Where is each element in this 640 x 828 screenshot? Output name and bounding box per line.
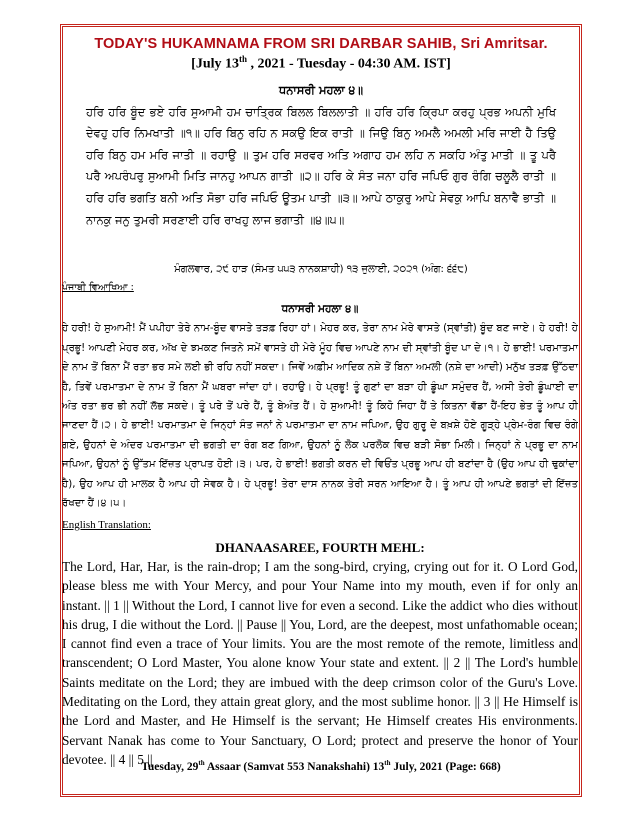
punjabi-dateline: ਮੰਗਲਵਾਰ, ੨੯ ਹਾੜ (ਸੰਮਤ ੫੫੩ ਨਾਨਕਸ਼ਾਹੀ) ੧੩ ਜੁਲਾਈ, ੨੦੨੧ (ਅੰਗ: ੬੬੮) (174, 264, 468, 275)
vyakhya-label: ਪੰਜਾਬੀ ਵਿਆਖਿਆ : (62, 282, 134, 293)
footer-date (60, 759, 582, 773)
footer-sup1: th (198, 759, 205, 767)
gurbani-heading: ਧਨਾਸਰੀ ਮਹਲਾ ੪॥ (278, 83, 364, 97)
vyakhya-text: ਹੇ ਹਰੀ! ਹੇ ਸੁਆਮੀ! ਮੈਂ ਪਪੀਹਾ ਤੇਰੇ ਨਾਮ-ਬੂੰਦ ਵਾਸਤੇ ਤੜਫ਼ ਰਿਹਾ ਹਾਂ। ਮੇਹਰ ਕਰ, ਤੇਰਾ ਨਾਮ ਮੇਰੇ ਵਾਸਤੇ (ਸ੍ਵਾਂਤੀ) ਬੂੰਦ ਬਣ ਜਾਏ। ਹੇ ਹਰੀ! ਹੇ ਪ੍ਰਭੂ! ਆਪਣੀ ਮੇਹਰ ਕਰ, ਅੱਖ ਦੇ ਝਮਕਣ ਜਿਤਨੇ ਸਮੇਂ ਵਾਸਤੇ ਹੀ ਮੇਰੇ ਮੂੰਹ ਵਿਚ ਆਪਣੇ ਨਾਮ ਦੀ ਸ੍ਵਾਂਤੀ ਬੂੰਦ ਪਾ ਦੇ।੧। ਹੇ ਭਾਈ! ਪਰਮਾਤਮਾ ਦੇ ਨਾਮ ਤੋਂ ਬਿਨਾ ਮੈਂ ਰਤਾ ਭਰ ਸਮੇ ਲਈ ਭੀ ਰਹਿ ਨਹੀਂ ਸਕਦਾ। ਜਿਵੇਂ ਅਫ਼ੀਮ ਆਦਿਕ ਨਸ਼ੇ ਤੋਂ ਬਿਨਾ ਅਮਲੀ (ਨਸ਼ੇ ਦਾ ਆਦੀ) ਮਨੁੱਖ ਤੜਫ਼ ਉੱਠਦਾ ਹੈ, ਤਿਵੇਂ ਪਰਮਾਤਮਾ ਦੇ ਨਾਮ ਤੋਂ ਬਿਨਾ ਮੈਂ ਘਬਰਾ ਜਾਂਦਾ ਹਾਂ। ਰਹਾਉ। ਹੇ ਪ੍ਰਭੂ! ਤੂੰ ਗੁਣਾਂ ਦਾ ਬੜਾ ਹੀ ਡੂੰਘਾ ਸਮੁੰਦਰ ਹੈਂ, ਅਸੀ ਤੇਰੀ ਡੂੰਘਾਈ ਦਾ ਅੰਤ ਰਤਾ ਭਰ ਭੀ ਨਹੀਂ ਲੱਭ ਸਕਦੇ। ਤੂੰ ਪਰੇ ਤੋਂ ਪਰੇ ਹੈਂ, ਤੂੰ ਬੇਅੰਤ ਹੈਂ। ਹੇ ਸੁਆਮੀ! ਤੂੰ ਕਿਹੋ ਜਿਹਾ ਹੈਂ ਤੇ ਕਿਤਨਾ ਵੱਡਾ ਹੈਂ-ਇਹ ਭੇਤ ਤੂੰ ਆਪ ਹੀ ਜਾਣਦਾ ਹੈਂ।੨। ਹੇ ਭਾਈ! ਪਰਮਾਤਮਾ ਦੇ ਜਿਨ੍ਹਾਂ ਸੰਤ ਜਨਾਂ ਨੇ ਪਰਮਾਤਮਾ ਦਾ ਨਾਮ ਜਪਿਆ, ਉਹ ਗੁਰੂ ਦੇ ਬਖ਼ਸ਼ੇ ਹੋਏ ਗੂੜ੍ਹੇ ਪ੍ਰੇਮ-ਰੰਗ ਵਿਚ ਰੰਗੇ ਗਏ, ਉਹਨਾਂ ਦੇ ਅੰਦਰ ਪਰਮਾਤਮਾ ਦੀ ਭਗਤੀ ਦਾ ਰੰਗ ਬਣ ਗਿਆ, ਉਹਨਾਂ ਨੂੰ ਲੋਕ ਪਰਲੋਕ ਵਿਚ ਬੜੀ ਸੋਭਾ ਮਿਲੀ। ਜਿਨ੍ਹਾਂ ਨੇ ਪ੍ਰਭੂ ਦਾ ਨਾਮ ਜਪਿਆ, ਉਹਨਾਂ ਨੂੰ ਉੱਤਮ ਇੱਜ਼ਤ ਪ੍ਰਾਪਤ ਹੋਈ।੩। ਪਰ, ਹੇ ਭਾਈ! ਭਗਤੀ ਕਰਨ ਦੀ ਵਿਓਂਤ ਪ੍ਰਭੂ ਆਪ ਹੀ ਬਣਾਂਦਾ ਹੈ (ਉਹ ਆਪ ਹੀ ਢੁਕਾਂਦਾ ਹੈ), ਉਹ ਆਪ ਹੀ ਮਾਲਕ ਹੈ ਆਪ ਹੀ ਸੇਵਕ ਹੈ। ਹੇ ਪ੍ਰਭੂ! ਤੇਰਾ ਦਾਸ ਨਾਨਕ ਤੇਰੀ ਸਰਨ ਆਇਆ ਹੈ। ਤੂੰ ਆਪ ਹੀ ਆਪਣੇ ਭਗਤਾਂ ਦੀ ਇੱਜ਼ਤ ਰੱਖਦਾ ਹੈਂ।੪।੫। (62, 323, 578, 510)
gurbani-text: ਹਰਿ ਹਰਿ ਬੂੰਦ ਭਏ ਹਰਿ ਸੁਆਮੀ ਹਮ ਚਾਤ੍ਰਿਕ ਬਿਲਲ ਬਿਲਲਾਤੀ ॥ ਹਰਿ ਹਰਿ ਕ੍ਰਿਪਾ ਕਰਹੁ ਪ੍ਰਭ ਅਪਨੀ ਮੁਖਿ ਦੇਵਹੁ ਹਰਿ ਨਿਮਖਾਤੀ ॥੧॥ ਹਰਿ ਬਿਨੁ ਰਹਿ ਨ ਸਕਉ ਇਕ ਰਾਤੀ ॥ ਜਿਉ ਬਿਨੁ ਅਮਲੈ ਅਮਲੀ ਮਰਿ ਜਾਈ ਹੈ ਤਿਉ ਹਰਿ ਬਿਨੁ ਹਮ ਮਰਿ ਜਾਤੀ ॥ ਰਹਾਉ ॥ ਤੁਮ ਹਰਿ ਸਰਵਰ ਅਤਿ ਅਗਾਹ ਹਮ ਲਹਿ ਨ ਸਕਹਿ ਅੰਤੁ ਮਾਤੀ ॥ ਤੂ ਪਰੈ ਪਰੈ ਅਪਰੰਪਰੁ ਸੁਆਮੀ ਮਿਤਿ ਜਾਨਹੁ ਆਪਨ ਗਾਤੀ ॥੨॥ ਹਰਿ ਕੇ ਸੰਤ ਜਨਾ ਹਰਿ ਜਪਿਓ ਗੁਰ ਰੰਗਿ ਚਲੂਲੈ ਰਾਤੀ ॥ ਹਰਿ ਹਰਿ ਭਗਤਿ ਬਨੀ ਅਤਿ ਸੋਭਾ ਹਰਿ ਜਪਿਓ ਊਤਮ ਪਾਤੀ ॥੩॥ ਆਪੇ ਠਾਕੁਰੁ ਆਪੇ ਸੇਵਕੁ ਆਪਿ ਬਨਾਵੈ ਭਾਤੀ ॥ ਨਾਨਕੁ ਜਨੁ ਤੁਮਰੀ ਸਰਣਾਈ ਹਰਿ ਰਾਖਹੁ ਲਾਜ ਭਗਾਤੀ ॥੪॥੫॥ (86, 104, 556, 227)
footer-part2: Assaar (Samvat 553 Nanakshahi) 13 (204, 760, 385, 773)
english-heading: DHANAASAREE, FOURTH MEHL: (215, 540, 425, 555)
footer-part1: Tuesday, 29 (141, 760, 199, 773)
english-translation: The Lord, Har, Har, is the rain-drop; I am the song-bird, crying, crying out for it. O Lord God, please bless me with Your Mercy, and pour Your Name into my mouth, even if for only an instant. || 1 || Without the Lord, I cannot live for even a second. Like the addict who dies without his drug, I die without the Lord. || Pause || You, Lord, are the deepest, most unfathomable ocean; I cannot find even a trace of Your limits. You are the most remote of the remote, limitless and transcendent; O Lord Master, You alone know Your state and extent. || 2 || The Lord's humble Saints meditate on the Lord; they are imbued with the deep crimson color of the Guru's Love. Meditating on the Lord, they attain great glory, and the most sublime honor. || 3 || He Himself is the Lord and Master, and He Himself is the servant; He Himself creates His environments. Servant Nanak has come to Your Sanctuary, O Lord; protect and preserve the honor of Your devotee. || 4 || 5 || (62, 559, 578, 767)
date-ordinal: th (239, 54, 248, 64)
date-rest: , 2021 - Tuesday - 04:30 AM. IST] (247, 56, 451, 72)
gurbani-block (86, 80, 556, 231)
footer-part3: July, 2021 (Page: 668) (390, 760, 501, 773)
vyakhya-block (62, 300, 578, 513)
title-main: TODAY'S HUKAMNAMA FROM SRI DARBAR SAHIB (94, 36, 453, 52)
footer-sup2: th (384, 759, 391, 767)
vyakhya-heading: ਧਨਾਸਰੀ ਮਹਲਾ ੪॥ (281, 303, 359, 315)
date-prefix: [July 13 (191, 56, 239, 72)
page-title (60, 36, 582, 52)
english-label: English Translation: (62, 519, 151, 531)
title-location: , Sri Amritsar. (452, 36, 548, 52)
date-subtitle (60, 54, 582, 73)
